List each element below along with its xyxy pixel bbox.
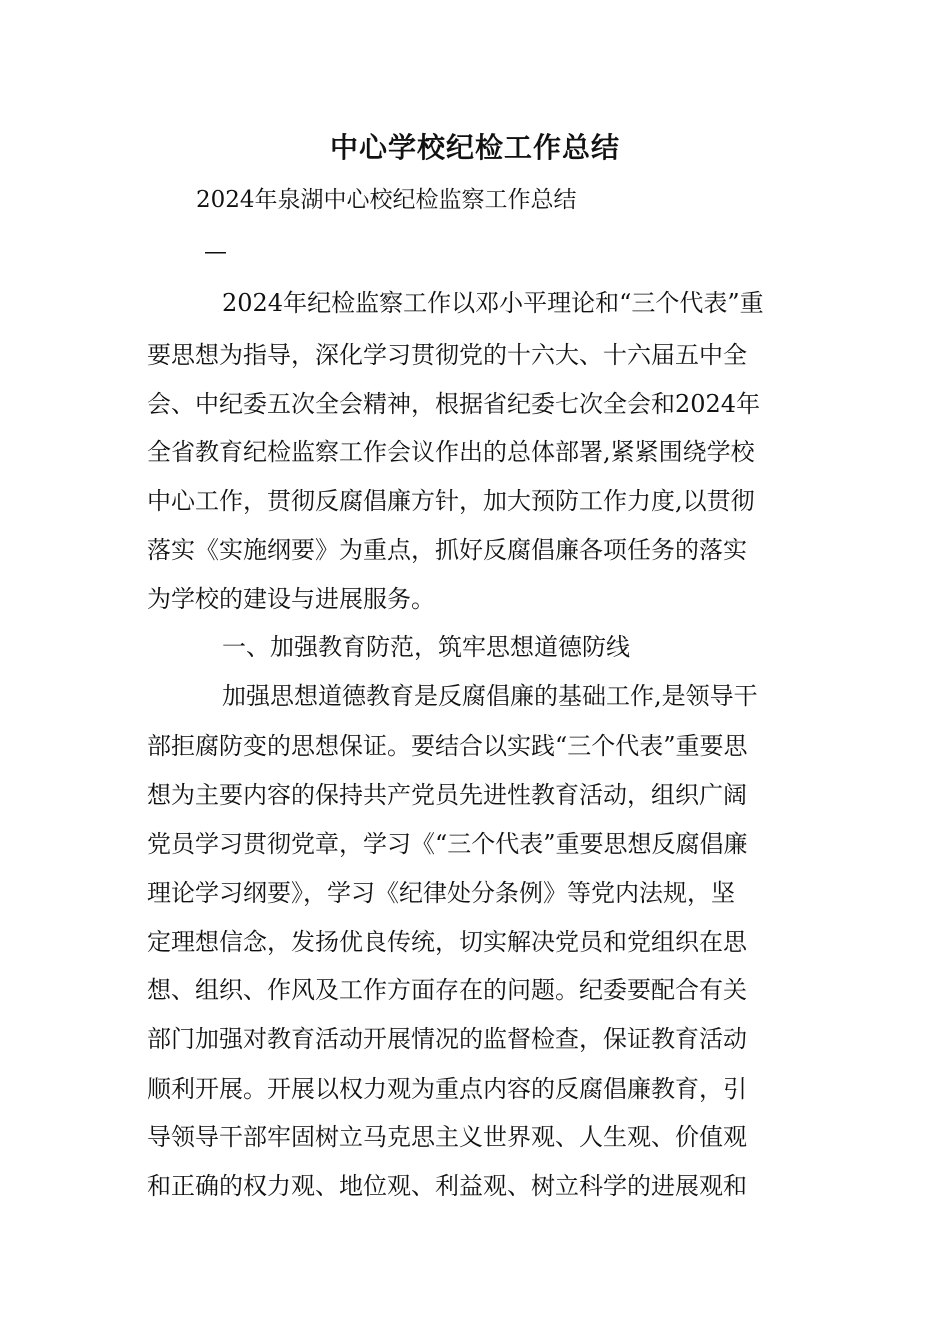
section-heading: 一、加强教育防范，筑牢思想道德防线: [222, 633, 630, 661]
paragraph-line: 中心工作，贯彻反腐倡廉方针，加大预防工作力度,以贯彻: [147, 487, 755, 515]
paragraph-line: 想为主要内容的保持共产党员先进性教育活动，组织广阔: [147, 781, 747, 809]
paragraph-line: 为学校的建设与进展服务。: [147, 585, 435, 613]
paragraph-line: 理论学习纲要》，学习《纪律处分条例》等党内法规，坚: [147, 879, 735, 907]
paragraph-line: 2024年纪检监察工作以邓小平理论和“三个代表”重: [222, 289, 764, 317]
paragraph-line: 要思想为指导，深化学习贯彻党的十六大、十六届五中全: [147, 341, 747, 369]
document-subtitle: 2024年泉湖中心校纪检监察工作总结: [196, 187, 577, 213]
paragraph-line: 定理想信念，发扬优良传统，切实解决党员和党组织在思: [147, 928, 747, 956]
paragraph-line: 全省教育纪检监察工作会议作出的总体部署,紧紧围绕学校: [147, 438, 755, 466]
paragraph-line: 想、组织、作风及工作方面存在的问题。纪委要配合有关: [147, 976, 747, 1004]
paragraph-line: 部拒腐防变的思想保证。要结合以实践“三个代表”重要思: [147, 732, 748, 760]
paragraph-line: 加强思想道德教育是反腐倡廉的基础工作,是领导干: [222, 682, 758, 710]
document-title: 中心学校纪检工作总结: [329, 131, 620, 164]
paragraph-line: 会、中纪委五次全会精神，根据省纪委七次全会和2024年: [147, 390, 761, 418]
paragraph-line: 和正确的权力观、地位观、利益观、树立科学的进展观和: [147, 1172, 747, 1200]
paragraph-line: 部门加强对教育活动开展情况的监督检查，保证教育活动: [147, 1025, 747, 1053]
paragraph-line: 导领导干部牢固树立马克思主义世界观、人生观、价值观: [147, 1123, 747, 1151]
paragraph-line: 落实《实施纲要》为重点，抓好反腐倡廉各项任务的落实: [147, 536, 747, 564]
paragraph-line: 顺利开展。开展以权力观为重点内容的反腐倡廉教育，引: [147, 1075, 747, 1103]
paragraph-line: 党员学习贯彻党章，学习《“三个代表”重要思想反腐倡廉: [147, 830, 748, 858]
section-marker: —: [204, 239, 227, 265]
